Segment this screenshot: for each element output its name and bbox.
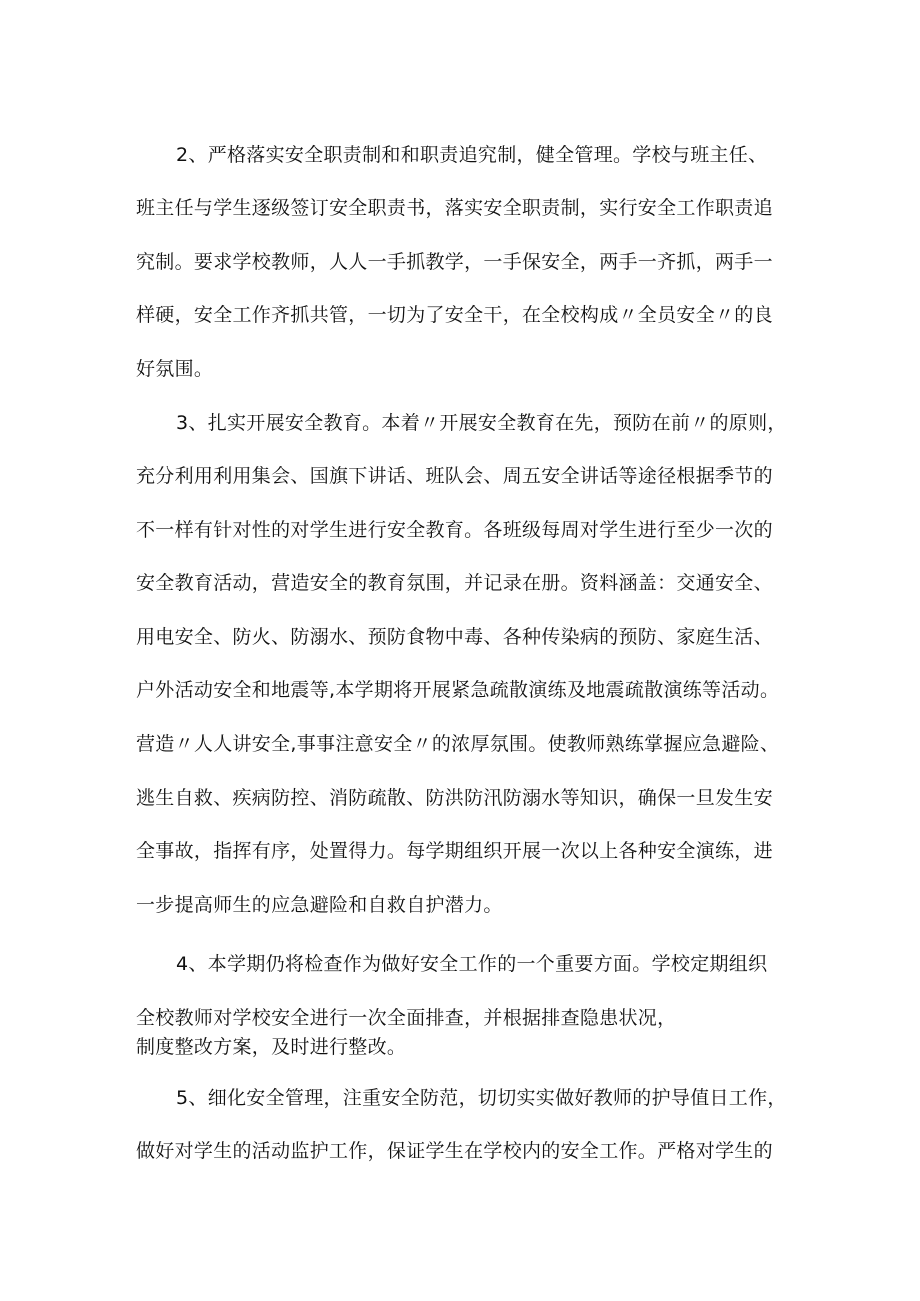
paragraph-2-line-5: 好氛围。: [136, 358, 214, 380]
paragraph-3-line-5: 用电安全、防火、防溺水、预防食物中毒、各种传染病的预防、家庭生活、: [136, 626, 773, 648]
paragraph-3-line-7: 营造〃人人讲安全,事事注意安全〃的浓厚氛围。使教师熟练掌握应急避险、: [136, 733, 780, 755]
paragraph-3-line-2: 充分利用利用集会、国旗下讲话、班队会、周五安全讲话等途径根据季节的: [136, 465, 773, 487]
paragraph-3-line-9: 全事故，指挥有序，处置得力。每学期组织开展一次以上各种安全演练，进: [136, 840, 773, 862]
paragraph-3-line-4: 安全教育活动，营造安全的教育氛围，并记录在册。资料涵盖：交通安全、: [136, 572, 773, 594]
paragraph-4-line-2: 全校教师对学校安全进行一次全面排查，并根据排查隐患状况，: [136, 1007, 677, 1029]
paragraph-2-line-4: 样硬，安全工作齐抓共管，一切为了安全干，在全校构成〃全员安全〃的良: [136, 304, 773, 326]
paragraph-5-line-2: 做好对学生的活动监护工作，保证学生在学校内的安全工作。严格对学生的: [136, 1140, 773, 1162]
paragraph-3-line-1: 3、扎实开展安全教育。本着〃开展安全教育在先，预防在前〃的原则，: [176, 412, 787, 434]
paragraph-5-line-1: 5、细化安全管理，注重安全防范，切切实实做好教师的护导值日工作，: [176, 1087, 787, 1109]
paragraph-2-line-1: 2、严格落实安全职责制和和职责追究制，健全管理。学校与班主任、: [176, 144, 768, 166]
paragraph-2-line-3: 究制。要求学校教师，人人一手抓教学，一手保安全，两手一齐抓，两手一: [136, 251, 773, 273]
paragraph-4-line-3: 制度整改方案，及时进行整改。: [136, 1036, 407, 1058]
paragraph-3-line-8: 逃生自救、疾病防控、消防疏散、防洪防汛防溺水等知识，确保一旦发生安: [136, 787, 773, 809]
paragraph-3-line-10: 一步提高师生的应急避险和自救自护潜力。: [136, 894, 503, 916]
paragraph-3-line-6: 户外活动安全和地震等,本学期将开展紧急疏散演练及地震疏散演练等活动。: [136, 679, 780, 701]
paragraph-2-line-2: 班主任与学生逐级签订安全职责书，落实安全职责制，实行安全工作职责追: [136, 197, 773, 219]
paragraph-3-line-3: 不一样有针对性的对学生进行安全教育。各班级每周对学生进行至少一次的: [136, 519, 773, 541]
paragraph-4-line-1: 4、本学期仍将检查作为做好安全工作的一个重要方面。学校定期组织: [176, 953, 768, 975]
